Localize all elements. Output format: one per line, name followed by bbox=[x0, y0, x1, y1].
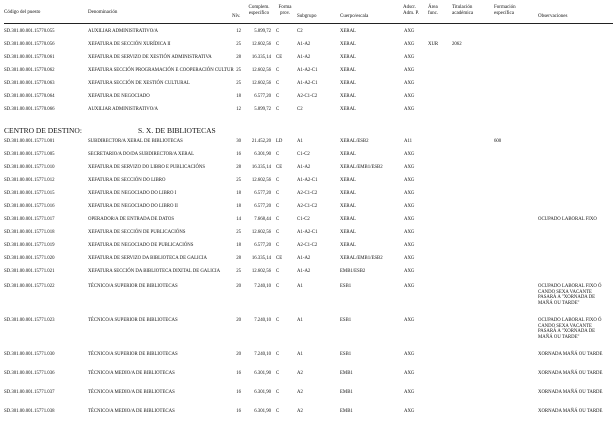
cell-complem: 6.577,20 bbox=[254, 243, 271, 248]
cell-codigo: SD.301.00.001.15771.023 bbox=[4, 318, 55, 323]
cell-nivel: 28 bbox=[236, 55, 241, 60]
cell-adscr: AXG bbox=[404, 152, 415, 157]
cell-complem: 12.602,56 bbox=[251, 178, 271, 183]
cell-adscr: AXG bbox=[404, 390, 415, 395]
cell-codigo: SD.301.00.001.15771.022 bbox=[4, 284, 55, 289]
header-forma: Forma prov. bbox=[278, 5, 292, 16]
cell-adscr: AXG bbox=[404, 107, 415, 112]
cell-complem: 6.301,90 bbox=[254, 371, 271, 376]
cell-tit: 2062 bbox=[452, 42, 462, 47]
cell-adscr: AXG bbox=[404, 352, 415, 357]
cell-cuerpo: XERAL/EMB1/ESB2 bbox=[340, 256, 383, 261]
cell-codigo: SD.301.00.001.15770.064 bbox=[4, 94, 55, 99]
cell-den: XEFATURA DE SECCIÓN DO LIBRO bbox=[88, 178, 166, 183]
cell-adscr: AXG bbox=[404, 269, 415, 274]
cell-den: XEFATURA DE NEGOCIADO DO LIBRO I bbox=[88, 191, 177, 196]
cell-sub: A1 bbox=[297, 284, 303, 289]
cell-cuerpo: EMB1 bbox=[340, 390, 353, 395]
cell-obs: XORNADA MAÑÁ OU TARDE bbox=[538, 352, 603, 357]
header-formacion: Formación específica bbox=[494, 5, 516, 16]
cell-complem: 12.602,56 bbox=[251, 269, 271, 274]
cell-den: TÉCNICO/A MEDIO/A DE BIBLIOTECAS bbox=[88, 371, 175, 376]
cell-den: XEFATURA DE NEGOCIADO bbox=[88, 94, 150, 99]
cell-sub: A2 bbox=[297, 371, 303, 376]
cell-complem: 5.899,72 bbox=[254, 107, 271, 112]
cell-cuerpo: XERAL bbox=[340, 191, 356, 196]
cell-den: XEFATURA DE NEGOCIADO DE PUBLICACIÓNS bbox=[88, 243, 194, 248]
cell-den: XEFATURA DE SECCIÓN XURÍDICA II bbox=[88, 42, 171, 47]
cell-forma: C bbox=[276, 29, 280, 34]
cell-nivel: 28 bbox=[236, 165, 241, 170]
header-denominacion: Denominación bbox=[88, 10, 118, 15]
cell-complem: 21.452,20 bbox=[251, 139, 271, 144]
cell-cuerpo: ESB1 bbox=[340, 284, 352, 289]
cell-nivel: 18 bbox=[236, 94, 241, 99]
cell-codigo: SD.301.00.001.15770.062 bbox=[4, 68, 55, 73]
cell-forma: CE bbox=[276, 55, 283, 60]
cell-codigo: SD.301.00.001.15771.020 bbox=[4, 256, 55, 261]
cell-sub: C2 bbox=[297, 107, 303, 112]
cell-forma: C bbox=[276, 243, 280, 248]
cell-codigo: SD.301.00.001.15771.015 bbox=[4, 191, 55, 196]
cell-codigo: SD.301.00.001.15771.019 bbox=[4, 243, 55, 248]
cell-codigo: SD.301.00.001.15771.030 bbox=[4, 352, 55, 357]
cell-complem: 12.602,56 bbox=[251, 68, 271, 73]
section-label: CENTRO DE DESTINO: bbox=[4, 126, 82, 135]
cell-codigo: SD.301.00.001.15771.016 bbox=[4, 204, 55, 209]
cell-complem: 6.577,20 bbox=[254, 94, 271, 99]
cell-cuerpo: XERAL bbox=[340, 217, 356, 222]
cell-adscr: AXG bbox=[404, 230, 415, 235]
cell-sub: C2 bbox=[297, 29, 303, 34]
cell-sub: A1-A2 bbox=[297, 256, 311, 261]
cell-cuerpo: XERAL bbox=[340, 68, 356, 73]
cell-adscr: AXG bbox=[404, 55, 415, 60]
cell-cuerpo: XERAL bbox=[340, 230, 356, 235]
cell-codigo: SD.301.00.001.15770.055 bbox=[4, 29, 55, 34]
cell-forma: C bbox=[276, 284, 280, 289]
cell-forma: C bbox=[276, 204, 280, 209]
cell-codigo: SD.301.00.001.15771.038 bbox=[4, 409, 55, 414]
cell-cuerpo: XERAL bbox=[340, 81, 356, 86]
cell-sub: A1-A2-C1 bbox=[297, 68, 318, 73]
cell-forma: CE bbox=[276, 256, 283, 261]
cell-sub: A1 bbox=[297, 318, 303, 323]
cell-forma: C bbox=[276, 68, 280, 73]
cell-adscr: AXG bbox=[404, 29, 415, 34]
cell-cuerpo: ESB1 bbox=[340, 352, 352, 357]
cell-nivel: 20 bbox=[236, 284, 241, 289]
cell-adscr: AXG bbox=[404, 81, 415, 86]
cell-sub: A1-A2 bbox=[297, 42, 311, 47]
cell-forma: C bbox=[276, 230, 280, 235]
cell-cuerpo: XERAL bbox=[340, 152, 356, 157]
cell-cuerpo: XERAL bbox=[340, 243, 356, 248]
cell-adscr: AXG bbox=[404, 94, 415, 99]
cell-nivel: 28 bbox=[236, 256, 241, 261]
cell-forma: C bbox=[276, 42, 280, 47]
section-value: S. X. DE BIBLIOTECAS bbox=[138, 126, 216, 135]
cell-den: XEFATURA DE SECCIÓN DE PUBLICACIÓNS bbox=[88, 230, 186, 235]
cell-den: TÉCNICO/A MEDIO/A DE BIBLIOTECAS bbox=[88, 390, 175, 395]
cell-sub: A2-C1-C2 bbox=[297, 243, 318, 248]
cell-nivel: 16 bbox=[236, 390, 241, 395]
cell-cuerpo: EMB1/ESB2 bbox=[340, 269, 366, 274]
cell-adscr: AXG bbox=[404, 165, 415, 170]
cell-complem: 6.301,90 bbox=[254, 152, 271, 157]
cell-forma: C bbox=[276, 191, 280, 196]
cell-cuerpo: XERAL bbox=[340, 204, 356, 209]
cell-nivel: 18 bbox=[236, 204, 241, 209]
cell-den: SUBDIRECTOR/A XERAL DE BIBLIOTECAS bbox=[88, 139, 183, 144]
cell-forma: C bbox=[276, 371, 280, 376]
cell-sub: A1-A2-C1 bbox=[297, 230, 318, 235]
cell-den: TÉCNICO/A SUPERIOR DE BIBLIOTECAS bbox=[88, 352, 178, 357]
cell-den: XEFATURA SECCIÓN DE XESTIÓN CULTURAL bbox=[88, 81, 190, 86]
header-complem: Complem. específico bbox=[248, 5, 270, 16]
cell-forma: C bbox=[276, 152, 280, 157]
cell-sub: A1-A2-C1 bbox=[297, 81, 318, 86]
cell-complem: 7.240,10 bbox=[254, 284, 271, 289]
cell-complem: 6.301,90 bbox=[254, 390, 271, 395]
cell-sub: A1-A2-C1 bbox=[297, 178, 318, 183]
cell-sub: C1-C2 bbox=[297, 217, 310, 222]
cell-codigo: SD.301.00.001.15771.005 bbox=[4, 152, 55, 157]
cell-adscr: AXG bbox=[404, 178, 415, 183]
cell-den: XEFATURA SECCIÓN PROGRAMACIÓN E COOPERACIÓN CULTUR bbox=[88, 68, 234, 73]
cell-den: TÉCNICO/A MEDIO/A DE BIBLIOTECAS bbox=[88, 409, 175, 414]
cell-complem: 7.240,10 bbox=[254, 318, 271, 323]
cell-nivel: 12 bbox=[236, 29, 241, 34]
cell-cuerpo: XERAL bbox=[340, 29, 356, 34]
cell-den: OPERADOR/A DE ENTRADA DE DATOS bbox=[88, 217, 174, 222]
header-rule bbox=[4, 23, 613, 24]
cell-forma: CE bbox=[276, 165, 283, 170]
cell-adscr: A11 bbox=[404, 139, 413, 144]
cell-nivel: 18 bbox=[236, 191, 241, 196]
cell-cuerpo: XERAL bbox=[340, 55, 356, 60]
cell-sub: A1-A2 bbox=[297, 55, 311, 60]
cell-codigo: SD.301.00.001.15770.056 bbox=[4, 42, 55, 47]
cell-forma: C bbox=[276, 269, 280, 274]
cell-sub: C1-C2 bbox=[297, 152, 310, 157]
cell-forma: C bbox=[276, 352, 280, 357]
cell-sub: A1-A2 bbox=[297, 269, 311, 274]
cell-codigo: SD.301.00.001.15771.010 bbox=[4, 165, 55, 170]
cell-complem: 12.602,56 bbox=[251, 42, 271, 47]
cell-adscr: AXG bbox=[404, 256, 415, 261]
cell-cuerpo: XERAL/ESB2 bbox=[340, 139, 369, 144]
cell-den: XEFATURA DE SERVIZO DA BIBLIOTECA DE GALICIA bbox=[88, 256, 207, 261]
cell-adscr: AXG bbox=[404, 42, 415, 47]
cell-obs: OCUPADO LABORAL FIXO bbox=[538, 217, 597, 222]
cell-den: SECRETARIO/A DO/DA SUBDIRECTOR/A XERAL bbox=[88, 152, 195, 157]
cell-forma: C bbox=[276, 390, 280, 395]
cell-nivel: 25 bbox=[236, 269, 241, 274]
cell-nivel: 25 bbox=[236, 81, 241, 86]
cell-den: XEFATURA DE SERVIZO DO LIBRO E PUBLICACIÓNS bbox=[88, 165, 206, 170]
cell-cuerpo: XERAL/EMB1/ESB2 bbox=[340, 165, 383, 170]
cell-codigo: SD.301.00.001.15771.012 bbox=[4, 178, 55, 183]
cell-sub: A2 bbox=[297, 390, 303, 395]
cell-sub: A1-A2 bbox=[297, 165, 311, 170]
cell-complem: 7.240,10 bbox=[254, 352, 271, 357]
cell-nivel: 16 bbox=[236, 409, 241, 414]
cell-adscr: AXG bbox=[404, 318, 415, 323]
cell-nivel: 16 bbox=[236, 152, 241, 157]
cell-obs: XORNADA MAÑÁ OU TARDE bbox=[538, 409, 603, 414]
cell-adscr: AXG bbox=[404, 204, 415, 209]
cell-den: XEFATURA DE SERVIZO DE XESTIÓN ADMINISTRATIVA bbox=[88, 55, 212, 60]
cell-cuerpo: EMB1 bbox=[340, 371, 353, 376]
cell-sub: A2-C1-C2 bbox=[297, 94, 318, 99]
cell-den: TÉCNICO/A SUPERIOR DE BIBLIOTECAS bbox=[88, 318, 178, 323]
cell-complem: 16.335,14 bbox=[251, 256, 271, 261]
cell-nivel: 16 bbox=[236, 371, 241, 376]
cell-complem: 16.335,14 bbox=[251, 55, 271, 60]
cell-adscr: AXG bbox=[404, 191, 415, 196]
cell-nivel: 20 bbox=[236, 352, 241, 357]
cell-nivel: 25 bbox=[236, 42, 241, 47]
header-observaciones: Observaciones bbox=[538, 14, 568, 19]
cell-complem: 16.335,14 bbox=[251, 165, 271, 170]
cell-obs: OCUPADO LABORAL FIXO Ó CANDO SEXA VACANTE PASARÁ A "XORNADA DE MAÑÁ OU TARDE" bbox=[538, 318, 602, 340]
cell-forma: C bbox=[276, 318, 280, 323]
cell-forma: C bbox=[276, 94, 280, 99]
cell-complem: 12.602,56 bbox=[251, 230, 271, 235]
cell-den: XEFATURA DE NEGOCIADO DO LIBRO II bbox=[88, 204, 178, 209]
cell-nivel: 25 bbox=[236, 178, 241, 183]
cell-obs: XORNADA MAÑÁ OU TARDE bbox=[538, 371, 603, 376]
cell-forma: LD bbox=[276, 139, 283, 144]
cell-cuerpo: XERAL bbox=[340, 178, 356, 183]
cell-cuerpo: ESB1 bbox=[340, 318, 352, 323]
cell-obs: XORNADA MAÑÁ OU TARDE bbox=[538, 390, 603, 395]
cell-complem: 7.668,44 bbox=[254, 217, 271, 222]
cell-den: XEFATURA SECCIÓN DA BIBLIOTECA DIXITAL DE GALICIA bbox=[88, 269, 221, 274]
cell-den: TÉCNICO/A SUPERIOR DE BIBLIOTECAS bbox=[88, 284, 178, 289]
cell-sub: A2-C1-C2 bbox=[297, 191, 318, 196]
header-subgrupo: Subgrupo bbox=[297, 14, 317, 19]
cell-complem: 6.577,20 bbox=[254, 191, 271, 196]
cell-forma: C bbox=[276, 178, 280, 183]
cell-cuerpo: XERAL bbox=[340, 42, 356, 47]
cell-codigo: SD.301.00.001.15770.061 bbox=[4, 55, 55, 60]
cell-nivel: 18 bbox=[236, 243, 241, 248]
cell-codigo: SD.301.00.001.15771.001 bbox=[4, 139, 55, 144]
cell-cuerpo: XERAL bbox=[340, 107, 356, 112]
cell-codigo: SD.301.00.001.15771.036 bbox=[4, 371, 55, 376]
cell-complem: 6.301,90 bbox=[254, 409, 271, 414]
cell-codigo: SD.301.00.001.15770.063 bbox=[4, 81, 55, 86]
cell-sub: A1 bbox=[297, 139, 303, 144]
cell-sub: A2 bbox=[297, 409, 303, 414]
cell-adscr: AXG bbox=[404, 68, 415, 73]
cell-area: XUR bbox=[428, 42, 439, 47]
cell-codigo: SD.301.00.001.15771.021 bbox=[4, 269, 55, 274]
cell-adscr: AXG bbox=[404, 217, 415, 222]
cell-cuerpo: EMB1 bbox=[340, 409, 353, 414]
cell-nivel: 20 bbox=[236, 318, 241, 323]
header-codigo: Código del puesto bbox=[4, 10, 41, 15]
cell-nivel: 25 bbox=[236, 68, 241, 73]
header-area: Área func. bbox=[428, 5, 439, 16]
cell-obs: OCUPADO LABORAL FIXO Ó CANDO SEXA VACANTE PASARÁ A "XORNADA DE MAÑÁ OU TARDE" bbox=[538, 284, 602, 306]
header-adscr: Adscr. Adm. P. bbox=[403, 5, 419, 16]
cell-form: 600 bbox=[494, 139, 502, 144]
cell-den: AUXILIAR ADMINISTRATIVO/A bbox=[88, 29, 158, 34]
cell-adscr: AXG bbox=[404, 243, 415, 248]
cell-nivel: 12 bbox=[236, 107, 241, 112]
cell-codigo: SD.301.00.001.15770.066 bbox=[4, 107, 55, 112]
cell-adscr: AXG bbox=[404, 409, 415, 414]
cell-forma: C bbox=[276, 409, 280, 414]
cell-sub: A2-C1-C2 bbox=[297, 204, 318, 209]
cell-complem: 12.602,56 bbox=[251, 81, 271, 86]
header-titulacion: Titulación académica bbox=[452, 5, 474, 16]
cell-forma: C bbox=[276, 217, 280, 222]
cell-den: AUXILIAR ADMINISTRATIVO/A bbox=[88, 107, 158, 112]
header-nivel: Nív. bbox=[232, 14, 241, 19]
cell-codigo: SD.301.00.001.15771.017 bbox=[4, 217, 55, 222]
cell-forma: C bbox=[276, 81, 280, 86]
cell-adscr: AXG bbox=[404, 371, 415, 376]
cell-codigo: SD.301.00.001.15771.018 bbox=[4, 230, 55, 235]
cell-codigo: SD.301.00.001.15771.037 bbox=[4, 390, 55, 395]
cell-nivel: 14 bbox=[236, 217, 241, 222]
cell-nivel: 30 bbox=[236, 139, 241, 144]
section-heading bbox=[4, 126, 216, 135]
cell-adscr: AXG bbox=[404, 284, 415, 289]
cell-nivel: 25 bbox=[236, 230, 241, 235]
cell-complem: 5.899,72 bbox=[254, 29, 271, 34]
cell-forma: C bbox=[276, 107, 280, 112]
header-cuerpo: Cuerpo/escala bbox=[340, 14, 369, 19]
cell-cuerpo: XERAL bbox=[340, 94, 356, 99]
cell-complem: 6.577,20 bbox=[254, 204, 271, 209]
cell-sub: A1 bbox=[297, 352, 303, 357]
